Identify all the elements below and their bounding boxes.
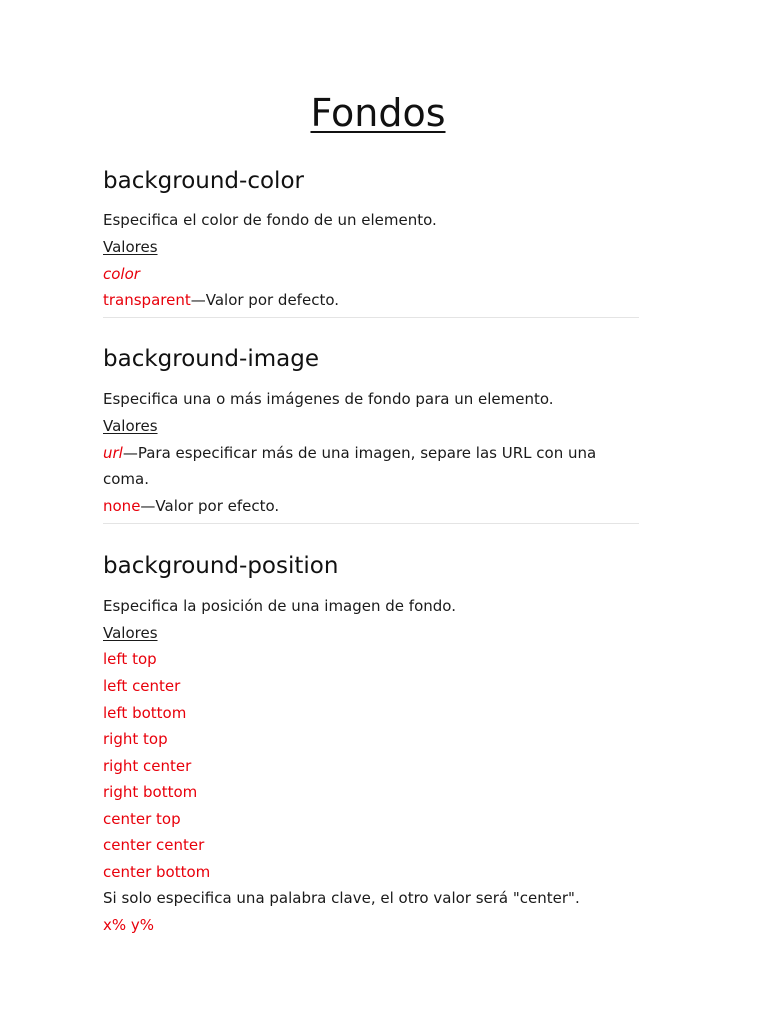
value-keyword: transparent	[103, 291, 191, 309]
value-keyword-left-top: left top	[103, 650, 157, 668]
value-keyword-right-top: right top	[103, 730, 168, 748]
section-divider	[103, 523, 639, 524]
section-description: Especifica la posición de una imagen de fondo.	[103, 597, 456, 615]
value-item-url	[103, 443, 596, 463]
values-label: Valores	[103, 238, 158, 256]
section-heading-background-color: background-color	[103, 168, 304, 194]
value-keyword-left-bottom: left bottom	[103, 704, 187, 722]
value-keyword-left-center: left center	[103, 677, 181, 695]
value-description-continued: coma.	[103, 470, 149, 488]
page-title: Fondos	[310, 91, 446, 135]
value-item-none	[103, 496, 279, 516]
section-heading-background-image: background-image	[103, 346, 319, 372]
section-heading-background-position: background-position	[103, 553, 339, 579]
value-keyword: none	[103, 497, 141, 515]
value-description: —Valor por defecto.	[190, 291, 340, 309]
value-item-transparent	[103, 290, 339, 310]
value-keyword-right-center: right center	[103, 757, 192, 775]
value-keyword-color: color	[103, 265, 140, 283]
value-description: —Valor por efecto.	[140, 497, 280, 515]
section-note: Si solo especifica una palabra clave, el otro valor será "center".	[103, 889, 580, 907]
values-label: Valores	[103, 417, 158, 435]
value-description: —Para especificar más de una imagen, separe las URL con una	[122, 444, 597, 462]
value-keyword-percent: x% y%	[103, 916, 155, 934]
section-divider	[103, 317, 639, 318]
section-description: Especifica el color de fondo de un elemento.	[103, 211, 437, 229]
value-keyword: url	[103, 444, 123, 462]
value-keyword-center-top: center top	[103, 810, 181, 828]
value-keyword-center-center: center center	[103, 836, 205, 854]
values-label: Valores	[103, 624, 158, 642]
value-keyword-right-bottom: right bottom	[103, 783, 198, 801]
section-description: Especifica una o más imágenes de fondo para un elemento.	[103, 390, 554, 408]
value-keyword-center-bottom: center bottom	[103, 863, 211, 881]
